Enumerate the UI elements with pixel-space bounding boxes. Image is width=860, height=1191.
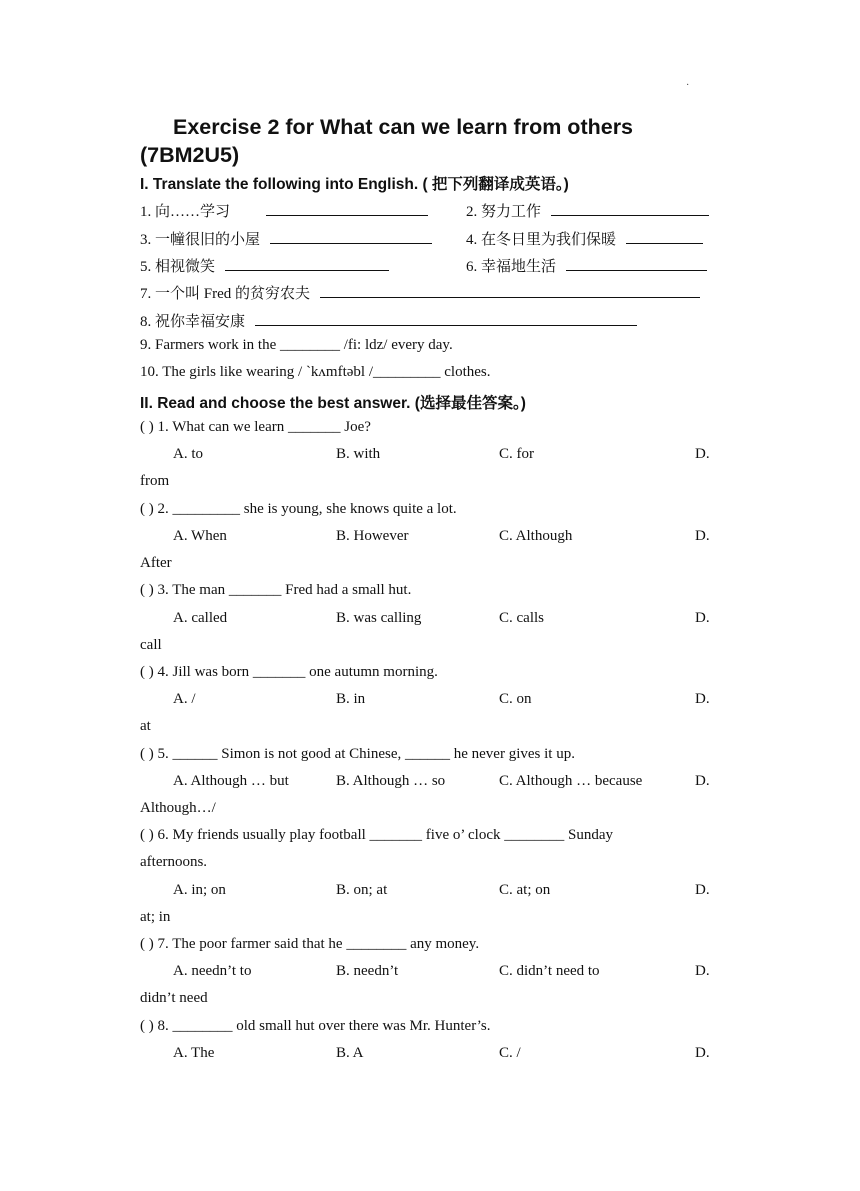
- option-c[interactable]: C. on: [499, 691, 532, 707]
- question-3-stem: ( ) 3. The man _______ Fred had a small hut.: [140, 582, 412, 598]
- option-b[interactable]: B. on; at: [336, 882, 388, 898]
- question-8-stem: ( ) 8. ________ old small hut over there was Mr. Hunter’s.: [140, 1018, 491, 1034]
- translate-item-6: 6. 幸福地生活: [466, 255, 707, 276]
- translate-item-7: 7. 一个叫 Fred 的贫穷农夫: [140, 282, 700, 303]
- option-a[interactable]: A. to: [173, 446, 203, 462]
- option-d[interactable]: D.: [695, 528, 710, 544]
- question-2-stem: ( ) 2. _________ she is young, she knows quite a lot.: [140, 501, 457, 517]
- option-b[interactable]: B. A: [336, 1045, 364, 1061]
- answer-blank[interactable]: [270, 229, 432, 244]
- option-d-text: call: [140, 637, 162, 653]
- option-c[interactable]: C. for: [499, 446, 534, 462]
- question-2-options: [140, 528, 720, 548]
- answer-blank[interactable]: [551, 201, 709, 216]
- option-d-text: Although…/: [140, 800, 216, 816]
- option-c[interactable]: C. calls: [499, 610, 544, 626]
- option-d-text: didn’t need: [140, 990, 208, 1006]
- question-3-options: [140, 610, 720, 630]
- answer-blank[interactable]: [255, 311, 637, 326]
- worksheet-page: [140, 0, 720, 1191]
- question-5-options: [140, 773, 720, 793]
- question-6-stem-continued: afternoons.: [140, 854, 208, 870]
- question-1-options: [140, 446, 720, 466]
- option-b[interactable]: B. was calling: [336, 610, 422, 626]
- option-d[interactable]: D.: [695, 1045, 710, 1061]
- option-a[interactable]: A. called: [173, 610, 228, 626]
- answer-blank[interactable]: [266, 201, 428, 216]
- page-title: Exercise 2 for What can we learn from others (7BM2U5): [140, 115, 634, 167]
- option-c[interactable]: C. Although: [499, 528, 573, 544]
- option-a[interactable]: A. needn’t to: [173, 963, 252, 979]
- option-b[interactable]: B. Although … so: [336, 773, 446, 789]
- translate-item-3: 3. 一幢很旧的小屋: [140, 228, 432, 249]
- header-mark: ·: [686, 80, 690, 91]
- option-d-text: After: [140, 555, 172, 571]
- translate-item-4: 4. 在冬日里为我们保暖: [466, 228, 703, 249]
- option-d[interactable]: D.: [695, 610, 710, 626]
- option-d-text: at; in: [140, 909, 171, 925]
- translate-item-8: 8. 祝你幸福安康: [140, 310, 637, 331]
- question-8-options: [140, 1045, 720, 1065]
- answer-blank[interactable]: [566, 256, 707, 271]
- question-4-options: [140, 691, 720, 711]
- question-5-stem: ( ) 5. ______ Simon is not good at Chinese, ______ he never gives it up.: [140, 746, 575, 762]
- option-b[interactable]: B. However: [336, 528, 409, 544]
- question-7-options: [140, 963, 720, 983]
- option-c[interactable]: C. Although … because: [499, 773, 643, 789]
- option-c[interactable]: C. /: [499, 1045, 521, 1061]
- option-c[interactable]: C. didn’t need to: [499, 963, 600, 979]
- option-d[interactable]: D.: [695, 773, 710, 789]
- question-7-stem: ( ) 7. The poor farmer said that he ________ any money.: [140, 936, 480, 952]
- answer-blank[interactable]: [320, 283, 700, 298]
- section-1-heading: I. Translate the following into English. ( 把下列翻译成英语。): [140, 176, 569, 193]
- option-a[interactable]: A. Although … but: [173, 773, 289, 789]
- question-6-stem: ( ) 6. My friends usually play football _______ five o’ clock ________ Sunday: [140, 827, 613, 843]
- option-d[interactable]: D.: [695, 882, 710, 898]
- answer-blank[interactable]: [626, 229, 703, 244]
- option-d-text: at: [140, 718, 151, 734]
- option-d-text: from: [140, 473, 170, 489]
- option-b[interactable]: B. in: [336, 691, 366, 707]
- section-2-heading: II. Read and choose the best answer. (选择最佳答案。): [140, 395, 526, 412]
- question-6-options: [140, 882, 720, 902]
- translate-item-9: 9. Farmers work in the ________ /fi: ldz/ every day.: [140, 337, 453, 353]
- option-a[interactable]: A. /: [173, 691, 196, 707]
- translate-item-10: 10. The girls like wearing / ˋkʌmftəbl /_________ clothes.: [140, 364, 491, 380]
- option-a[interactable]: A. When: [173, 528, 227, 544]
- option-b[interactable]: B. with: [336, 446, 381, 462]
- question-4-stem: ( ) 4. Jill was born _______ one autumn morning.: [140, 664, 438, 680]
- translate-item-1: 1. 向……学习: [140, 200, 428, 221]
- answer-blank[interactable]: [225, 256, 389, 271]
- translate-item-5: 5. 相视微笑: [140, 255, 389, 276]
- option-a[interactable]: A. in; on: [173, 882, 226, 898]
- option-d[interactable]: D.: [695, 691, 710, 707]
- translate-item-2: 2. 努力工作: [466, 200, 709, 221]
- option-c[interactable]: C. at; on: [499, 882, 551, 898]
- option-d[interactable]: D.: [695, 446, 710, 462]
- option-a[interactable]: A. The: [173, 1045, 215, 1061]
- option-d[interactable]: D.: [695, 963, 710, 979]
- question-1-stem: ( ) 1. What can we learn _______ Joe?: [140, 419, 371, 435]
- option-b[interactable]: B. needn’t: [336, 963, 399, 979]
